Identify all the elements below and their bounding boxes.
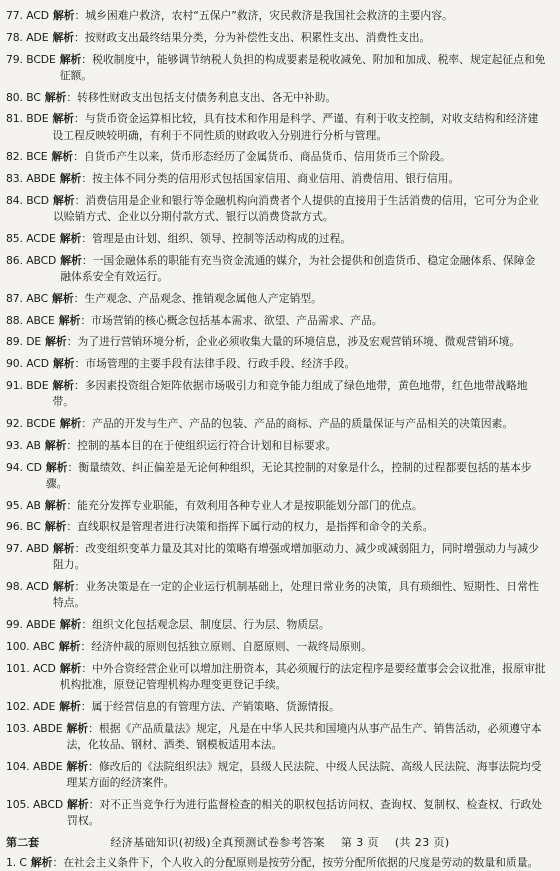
- answer-explanation: [52, 291, 546, 307]
- answer-entry: [6, 579, 546, 611]
- explanation-label: 解析: [59, 699, 81, 713]
- answer-key: 85. ACDE: [6, 231, 56, 245]
- answer-explanation: [52, 111, 546, 143]
- answer-key: 96. BC: [6, 520, 41, 534]
- explanation-label: 解析: [52, 9, 75, 22]
- answer-entry: [6, 438, 546, 454]
- explanation-label: 解析: [60, 253, 82, 267]
- answer-explanation: [60, 661, 546, 693]
- explanation-text: ：产品的开发与生产、产品的包装、产品的商标、产品的质量保证与产品相关的决策因素。: [81, 416, 514, 430]
- answer-key: 86. ABCD: [6, 253, 57, 267]
- answer-entry: [6, 498, 546, 514]
- answer-key: 97. ABD: [6, 542, 50, 556]
- explanation-label: 解析: [52, 112, 75, 126]
- answer-entry: [6, 193, 546, 225]
- explanation-label: 解析: [44, 520, 67, 534]
- answer-explanation: [60, 253, 546, 285]
- answer-key: 105. ABCD: [6, 797, 64, 811]
- answer-key: 91. BDE: [6, 378, 49, 392]
- explanation-text: ：税收制度中，能够调节纳税人负担的构成要素是税收减免、附加和加成、税率、规定起征点和免征额。: [59, 52, 546, 82]
- explanation-text: ：中外合资经营企业可以增加注册资本，其必须履行的法定程序是要经董事会会议批准，报原审批机构批准，原登记管理机构办理变更登记手续。: [59, 661, 546, 691]
- explanation-text: ：转移性财政支出包括支付债务利息支出、各无中补助。: [66, 90, 337, 104]
- explanation-text: ：自货币产生以来，货币形态经历了金属货币、商品货币、信用货币三个阶段。: [73, 150, 451, 164]
- explanation-label: 解析: [59, 172, 82, 186]
- explanation-text: ：城乡困难户救济，农村“五保户”救济，灾民救济是我国社会救济的主要内容。: [74, 9, 453, 22]
- answer-entry: [6, 699, 546, 715]
- answer-entry: [6, 855, 546, 871]
- explanation-label: 解析: [66, 759, 89, 773]
- explanation-text: ：消费信用是企业和银行等金融机构向消费者个人提供的直接用于生活消费的信用，它可分为企业以赊销方式、企业以分期付款方式、银行以消费贷款方式。: [52, 193, 539, 224]
- answer-entry: [6, 661, 546, 693]
- answer-entry: [6, 253, 546, 285]
- answer-explanation: [59, 313, 546, 329]
- answer-key: 102. ADE: [6, 699, 56, 713]
- explanation-text: ：市场营销的核心概念包括基本需求、欲望、产品需求、产品。: [80, 313, 383, 327]
- answer-key: 95. AB: [6, 498, 41, 512]
- explanation-label: 解析: [52, 357, 75, 371]
- explanation-text: ：多因素投资组合矩阵依据市场吸引力和竞争能力组成了绿色地带，黄色地带，红色地带战略地带。: [52, 378, 528, 409]
- answer-explanation: [45, 334, 546, 350]
- answer-entry: [6, 30, 546, 46]
- answer-entry: [6, 334, 546, 350]
- answer-explanation: [45, 498, 546, 514]
- answer-explanation: [53, 8, 546, 24]
- explanation-text: ：与货币资金运算相比较，具有技术和作用是科学、严谨、有利于收支控制，对收支结构和经济建设工程反映较明确，有利于不同性质的财政收入分别进行分析与管理。: [52, 112, 539, 142]
- answer-key: 87. ABC: [6, 291, 49, 305]
- answer-entry: [6, 721, 546, 753]
- answer-entry: [6, 460, 546, 492]
- explanation-text: ：生产观念、产品观念、推销观念属他人产定销型。: [73, 291, 322, 305]
- explanation-text: ：组织文化包括观念层、制度层、行为层、物质层。: [81, 618, 330, 632]
- explanation-label: 解析: [30, 855, 53, 869]
- explanation-label: 解析: [44, 90, 67, 104]
- answer-explanation: [60, 52, 546, 84]
- answer-explanation: [45, 519, 546, 535]
- explanation-label: 解析: [59, 52, 82, 66]
- answer-explanation: [51, 149, 546, 165]
- explanation-label: 解析: [45, 335, 67, 349]
- answer-entry: [6, 149, 546, 165]
- answer-explanation: [67, 721, 546, 753]
- explanation-label: 解析: [53, 542, 75, 556]
- explanation-text: ：管理是由计划、组织、领导、控制等活动构成的过程。: [81, 231, 352, 245]
- footer-total-pages: (共 23 页): [394, 836, 450, 849]
- answer-explanation: [59, 639, 546, 655]
- answer-key: 88. ABCE: [6, 313, 55, 327]
- answer-entry: [6, 171, 546, 187]
- explanation-text: ：对不正当竞争行为进行监督检查的相关的职权包括访问权、查询权、复制权、检查权、行政处罚权。: [67, 797, 543, 827]
- explanation-text: ：能充分发挥专业职能，有效利用各种专业人才是按职能划分部门的优点。: [66, 498, 423, 512]
- explanation-text: ：市场管理的主要手段有法律手段、行政手段、经济手段。: [74, 357, 356, 371]
- answer-entry: [6, 416, 546, 432]
- answer-list: [6, 8, 546, 829]
- answer-entry: [6, 291, 546, 307]
- answer-key: 101. ACD: [6, 661, 56, 675]
- explanation-label: 解析: [44, 438, 67, 452]
- answer-entry: [6, 519, 546, 535]
- answer-explanation: [67, 797, 546, 829]
- explanation-label: 解析: [58, 313, 81, 327]
- explanation-text: ：为了进行营销环境分析，企业必须收集大量的环境信息，涉及宏观营销环境、微观营销环境。: [66, 335, 521, 349]
- answer-explanation: [59, 699, 546, 715]
- explanation-text: ：业务决策是在一定的企业运行机制基础上，处理日常业务的决策，具有琐细性、短期性、日常性特点。: [52, 580, 539, 610]
- answer-explanation: [45, 438, 546, 454]
- answer-entry: [6, 356, 546, 372]
- explanation-text: ：一国金融体系的职能有充当资金流通的媒介，为社会提供和创造货币、稳定金融体系、保障金融体系安全有效运行。: [60, 253, 536, 283]
- explanation-label: 解析: [52, 378, 75, 392]
- answer-key: 92. BCDE: [6, 416, 56, 430]
- answer-key: 93. AB: [6, 438, 41, 452]
- answer-key: 89. DE: [6, 335, 42, 349]
- answer-explanation: [52, 378, 546, 410]
- explanation-text: ：控制的基本目的在于使组织运行符合计划和目标要求。: [66, 438, 337, 452]
- answer-explanation: [67, 759, 546, 791]
- answer-key: 104. ABDE: [6, 759, 63, 773]
- answer-explanation: [60, 617, 546, 633]
- answer-key: 82. BCE: [6, 150, 48, 164]
- answer-key: 103. ABDE: [6, 721, 63, 735]
- explanation-text: ：修改后的《法院组织法》规定，县级人民法院、中级人民法院、高级人民法院、海事法院均受理某方面的经济案件。: [66, 759, 542, 789]
- answer-key: 1. C: [6, 855, 27, 869]
- answer-entry: [6, 231, 546, 247]
- explanation-label: 解析: [44, 498, 67, 512]
- footer-title: 经济基础知识(初级)全真预测试卷参考答案: [110, 836, 325, 849]
- answer-entry: [6, 617, 546, 633]
- explanation-label: 解析: [59, 416, 82, 430]
- answer-explanation: [31, 855, 546, 871]
- answer-entry: [6, 90, 546, 106]
- explanation-text: ：改变组织变革力量及其对比的策略有增强或增加驱动力、减少或减弱阻力，同时增强动力与减少阻力。: [53, 542, 539, 572]
- explanation-text: ：直线职权是管理者进行决策和指挥下属行动的权力，是指挥和命令的关系。: [66, 520, 434, 534]
- answer-entry: [6, 8, 546, 24]
- explanation-text: ：按主体不同分类的信用形式包括国家信用、商业信用、消费信用、银行信用。: [81, 172, 460, 186]
- explanation-label: 解析: [58, 639, 81, 653]
- answer-explanation: [45, 90, 546, 106]
- answer-key: 78. ADE: [6, 30, 49, 44]
- explanation-text: ：经济仲裁的原则包括独立原则、自愿原则、一裁终局原则。: [80, 639, 372, 653]
- answer-explanation: [46, 460, 546, 492]
- answer-explanation: [53, 193, 546, 225]
- explanation-label: 解析: [59, 618, 82, 632]
- answer-explanation: [53, 579, 546, 611]
- explanation-label: 解析: [52, 193, 75, 207]
- explanation-label: 解析: [51, 150, 74, 164]
- answer-key: 80. BC: [6, 90, 41, 104]
- explanation-label: 解析: [59, 231, 82, 245]
- explanation-text: ：属于经营信息的有管理方法、产销策略、货源情报。: [80, 699, 340, 713]
- answer-entry: [6, 639, 546, 655]
- explanation-label: 解析: [66, 721, 89, 735]
- explanation-text: ：按财政支出最终结果分类，分为补偿性支出、积累性支出、消费性支出。: [74, 30, 431, 44]
- answer-key: 100. ABC: [6, 639, 55, 653]
- answer-explanation: [53, 356, 546, 372]
- explanation-label: 解析: [52, 291, 74, 305]
- explanation-text: ：根据《产品质量法》规定，凡是在中华人民共和国境内从事产品生产、销售活动，必须遵守本法，化妆品、钢材、酒类、钢模板适用本法。: [66, 721, 542, 751]
- answer-key: 79. BCDE: [6, 52, 56, 66]
- answer-key: 90. ACD: [6, 357, 49, 371]
- answer-key: 81. BDE: [6, 112, 49, 126]
- footer-page-number: 第 3 页: [340, 836, 379, 849]
- explanation-label: 解析: [59, 661, 82, 675]
- answer-entry: [6, 378, 546, 410]
- explanation-label: 解析: [52, 580, 75, 594]
- explanation-label: 解析: [52, 30, 75, 44]
- answer-key: 94. CD: [6, 460, 42, 474]
- answer-entry: [6, 759, 546, 791]
- answer-key: 83. ABDE: [6, 172, 56, 186]
- section-title: 第二套: [6, 835, 39, 849]
- answer-explanation: [60, 416, 546, 432]
- explanation-text: ：在社会主义条件下，个人收入的分配原则是按劳分配，按劳分配所依据的尺度是劳动的数量和质量。: [52, 855, 539, 869]
- answer-explanation: [52, 30, 546, 46]
- answer-entry: [6, 313, 546, 329]
- answer-explanation: [53, 541, 546, 573]
- explanation-label: 解析: [45, 460, 68, 474]
- page-footer: [0, 834, 560, 850]
- answer-key: 77. ACD: [6, 9, 49, 22]
- answer-key: 98. ACD: [6, 580, 49, 594]
- answer-key: 84. BCD: [6, 193, 49, 207]
- answer-key: 99. ABDE: [6, 618, 56, 632]
- explanation-label: 解析: [67, 797, 89, 811]
- answer-explanation: [60, 231, 546, 247]
- answer-entry: [6, 52, 546, 84]
- answer-entry: [6, 111, 546, 143]
- answer-entry: [6, 797, 546, 829]
- answer-explanation: [60, 171, 546, 187]
- answer-entry: [6, 541, 546, 573]
- explanation-text: ：衡量绩效、纠正偏差是无论何种组织，无论其控制的对象是什么，控制的过程都要包括的基本步骤。: [45, 460, 532, 490]
